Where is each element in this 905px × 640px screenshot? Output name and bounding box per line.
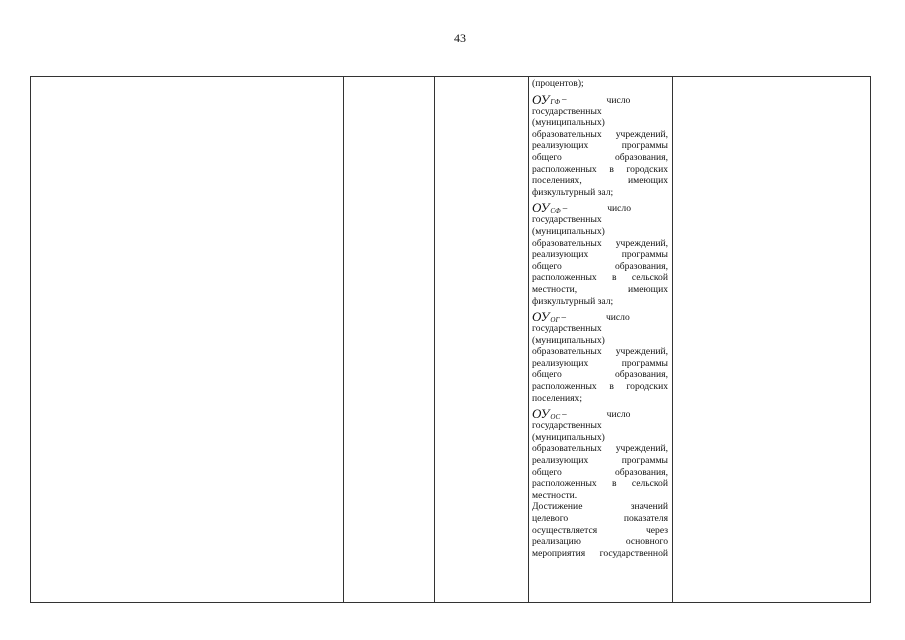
text-word: реализацию [532, 536, 581, 548]
text-word: программы [621, 455, 668, 467]
text-word: в [612, 478, 617, 490]
text-word: образовательных [532, 237, 602, 249]
text-word: городских [626, 381, 668, 393]
table-row [31, 77, 871, 603]
text-line [532, 443, 668, 455]
formula-dash: – [561, 311, 566, 322]
text-line [532, 238, 668, 250]
text-word: (муниципальных) [532, 334, 605, 346]
text-word: мероприятия [532, 547, 586, 559]
text-line [532, 164, 668, 176]
text-word: образования, [614, 369, 668, 381]
text-line [532, 525, 668, 537]
text-word: образовательных [532, 128, 602, 140]
text-word: сельской [631, 272, 668, 284]
text-word: показателя [623, 513, 668, 524]
text-word: основного [625, 536, 668, 548]
text-word: реализующих [532, 455, 589, 467]
text-word: местности. [532, 489, 578, 501]
table-cell-1 [31, 77, 344, 603]
text-line [532, 513, 668, 525]
formula-word: число [605, 312, 630, 324]
cell-4-text [529, 77, 672, 559]
text-line [532, 175, 668, 187]
text-word: программы [621, 357, 668, 369]
text-line [532, 335, 668, 347]
text-word: образования, [614, 466, 668, 478]
text-line [532, 536, 668, 548]
text-line [532, 187, 668, 199]
formula-line [532, 405, 668, 420]
text-word: учреждений, [615, 128, 668, 140]
table-cell-3 [435, 77, 529, 603]
formula-dash: – [562, 94, 567, 104]
text-word: городских [626, 163, 668, 175]
table-cell-2 [344, 77, 435, 603]
text-word: образования, [614, 260, 668, 272]
text-line [532, 346, 668, 358]
text-line [532, 117, 668, 129]
text-word: имеющих [628, 283, 668, 295]
text-line [532, 455, 668, 467]
text-word: поселениях; [532, 392, 582, 404]
text-word: образовательных [532, 346, 602, 358]
text-word: общего [532, 260, 562, 272]
text-word: через [645, 524, 668, 536]
text-line [532, 381, 668, 393]
formula-line [532, 308, 668, 323]
formula-subscript: ОГ [550, 315, 560, 324]
text-word: поселениях, [532, 175, 582, 187]
text-line [532, 393, 668, 405]
text-word: реализующих [532, 357, 589, 369]
formula-dash: – [562, 408, 567, 419]
text-line [532, 501, 668, 513]
text-word: целевого [532, 513, 569, 524]
formula-dash: – [562, 202, 568, 213]
text-word: учреждений, [615, 237, 668, 249]
text-line [532, 272, 668, 284]
text-line [532, 467, 668, 479]
text-word: сельской [631, 478, 668, 490]
text-word: общего [532, 466, 562, 478]
page-number: 43 [454, 31, 466, 45]
text-word: в [609, 163, 614, 175]
text-word: расположенных [532, 163, 597, 175]
text-word: (муниципальных) [532, 431, 605, 443]
text-word: расположенных [532, 272, 597, 284]
formula-subscript: СФ [550, 206, 561, 215]
text-line [532, 129, 668, 141]
text-word: программы [621, 249, 668, 261]
text-line [532, 140, 668, 152]
text-line [532, 249, 668, 261]
text-word: расположенных [532, 478, 597, 490]
formula-subscript: ГФ [550, 98, 561, 106]
text-line [532, 261, 668, 273]
text-word: реализующих [532, 249, 589, 261]
text-word: значений [630, 501, 668, 513]
formula-word: число [607, 203, 632, 215]
formula-symbol: ОУ [532, 200, 550, 216]
text-word: реализующих [532, 140, 589, 152]
text-word: физкультурный зал; [532, 295, 614, 307]
text-word: общего [532, 151, 562, 163]
text-line [532, 296, 668, 308]
text-word: образования, [614, 151, 668, 163]
formula-symbol: ОУ [532, 309, 550, 325]
document-table [30, 76, 871, 603]
text-word: расположенных [532, 381, 597, 393]
text-line [532, 152, 668, 164]
text-word: государственных [532, 214, 602, 226]
text-word: государственной [599, 547, 668, 559]
text-line [532, 432, 668, 444]
formula-symbol: ОУ [532, 91, 550, 107]
text-word: (муниципальных) [532, 117, 605, 129]
text-word: программы [621, 140, 668, 152]
text-line [532, 369, 668, 381]
table-cell-4 [529, 77, 673, 603]
formula-subscript: ОС [550, 412, 561, 421]
text-word: Достижение [532, 501, 583, 513]
text-word: осуществляется [532, 524, 598, 536]
text-word: в [612, 272, 617, 284]
text-word: учреждений, [615, 346, 668, 358]
text-word: образовательных [532, 443, 602, 455]
text-line [532, 284, 668, 296]
text-line [532, 226, 668, 238]
text-word: местности, [532, 283, 578, 295]
formula-line [532, 91, 668, 106]
text-word: учреждений, [615, 443, 668, 455]
text-word: физкультурный зал; [532, 186, 614, 198]
formula-line [532, 199, 668, 214]
table-cell-5 [673, 77, 871, 603]
text-word: государственных [532, 105, 602, 117]
text-word: имеющих [628, 175, 668, 187]
formula-word: число [606, 94, 631, 106]
formula-symbol: ОУ [532, 406, 550, 422]
text-word: государственных [532, 420, 602, 432]
text-line [532, 490, 668, 502]
text-line [532, 548, 668, 560]
formula-word: число [606, 409, 631, 421]
text-word: (муниципальных) [532, 225, 605, 237]
text-line [532, 478, 668, 490]
text-line: (процентов); [532, 78, 584, 89]
text-line [532, 358, 668, 370]
text-word: государственных [532, 323, 602, 335]
text-word: в [609, 381, 614, 393]
text-word: общего [532, 369, 562, 381]
